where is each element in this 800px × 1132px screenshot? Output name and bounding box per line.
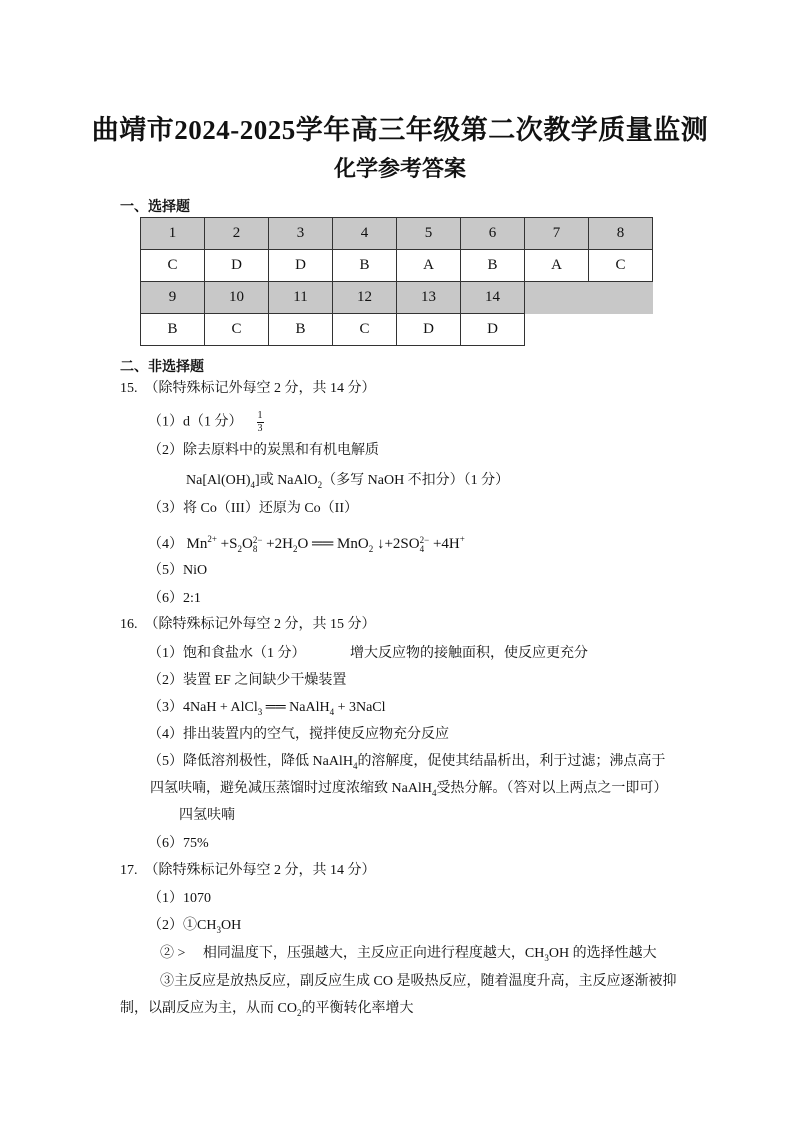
- fraction-numerator: 1: [257, 410, 263, 421]
- subscript: 4: [329, 706, 335, 717]
- answer-cell: C: [333, 314, 397, 346]
- q15-answer-1-text: （1）d（1 分）: [148, 414, 243, 430]
- question-number: 3: [269, 218, 333, 250]
- q16-answer-3: [148, 699, 386, 721]
- subscript: 2: [296, 1007, 302, 1018]
- subscript: 3: [216, 924, 221, 935]
- answer-label: （4）: [148, 537, 183, 552]
- empty-cell: [525, 282, 589, 314]
- text-segment: 的溶解度，促使其结晶析出，利于过滤；沸点高于: [357, 754, 666, 769]
- question-number: 13: [397, 282, 461, 314]
- q16-answer-4: （4）排出装置内的空气，搅拌使反应物充分反应: [148, 727, 449, 742]
- subscript: 3: [544, 952, 549, 963]
- answer-cell: D: [397, 314, 461, 346]
- text-segment: 四氢呋喃，避免减压蒸馏时过度浓缩致 NaAlH: [150, 781, 432, 796]
- q17-answer-2c: ③主反应是放热反应，副反应生成 CO 是吸热反应，随着温度升高，主反应逐渐被抑: [160, 974, 677, 989]
- subscript: 3: [257, 706, 263, 717]
- fraction: [257, 410, 264, 435]
- question-number: 8: [589, 218, 653, 250]
- answer-row-letters: [141, 314, 653, 346]
- question-number: 10: [205, 282, 269, 314]
- answer-cell: C: [205, 314, 269, 346]
- q17-answer-2: [148, 917, 241, 939]
- question-number: 9: [141, 282, 205, 314]
- page-title: 曲靖市2024-2025学年高三年级第二次教学质量监测: [91, 115, 709, 145]
- answer-cell: C: [141, 250, 205, 282]
- text-segment: ══ NaAlH: [262, 700, 330, 715]
- section-heading-nonchoice: 二、非选择题: [120, 360, 204, 375]
- text-segment: ]或 NaAlO: [255, 473, 318, 488]
- q16-answer-2: （2）装置 EF 之间缺少干燥装置: [148, 673, 347, 688]
- q15-answer-5: （5）NiO: [148, 563, 208, 578]
- text-segment: （3）4NaH + AlCl: [148, 700, 258, 715]
- subscript: 2: [317, 479, 323, 490]
- text-segment: （多写 NaOH 不扣分）（1 分）: [322, 473, 510, 488]
- answer-cell: A: [525, 250, 589, 282]
- question-number: 2: [205, 218, 269, 250]
- page-subtitle: 化学参考答案: [333, 156, 466, 181]
- q16-answer-1: （1）饱和食盐水（1 分）: [148, 646, 306, 661]
- q16-heading: 16. （除特殊标记外每空 2 分，共 15 分）: [120, 617, 376, 632]
- text-segment: （5）降低溶剂极性，降低 NaAlH: [148, 754, 353, 769]
- q15-answer-4: [148, 530, 465, 558]
- q16-answer-5-line-1: [148, 753, 665, 775]
- answer-cell: C: [589, 250, 653, 282]
- subscript: 4: [352, 760, 358, 771]
- text-segment: OH: [220, 918, 242, 933]
- answer-cell: D: [461, 314, 525, 346]
- q17-answer-1: （1）1070: [148, 891, 211, 906]
- answer-row-letters: [141, 250, 653, 282]
- q15-answer-3: （3）将 Co（III）还原为 Co（II）: [148, 501, 358, 516]
- q17-answer-2b: [160, 945, 657, 967]
- q16-answer-5-line-2: [150, 780, 667, 802]
- empty-cell: [589, 314, 653, 346]
- question-number: 7: [525, 218, 589, 250]
- subscript: 4: [431, 787, 437, 798]
- question-number: 6: [461, 218, 525, 250]
- q15-answer-6: （6）2:1: [148, 591, 201, 606]
- q17-answer-2d: [120, 1000, 413, 1022]
- text-segment: + 3NaCl: [334, 700, 386, 715]
- empty-cell: [525, 314, 589, 346]
- answer-cell: A: [397, 250, 461, 282]
- answer-cell: B: [461, 250, 525, 282]
- q15-answer-2b: [186, 472, 509, 494]
- text-segment: 制，以副反应为主，从而 CO: [120, 1001, 297, 1016]
- answer-table: [140, 217, 653, 346]
- answer-cell: D: [269, 250, 333, 282]
- fraction-denominator: 3: [257, 423, 263, 434]
- text-segment: 受热分解。（答对以上两点之一即可）: [436, 781, 668, 796]
- question-number: 5: [397, 218, 461, 250]
- text-segment: Na[Al(OH): [186, 473, 251, 488]
- question-number: 12: [333, 282, 397, 314]
- q15-answer-2: （2）除去原料中的炭黑和有机电解质: [148, 443, 379, 458]
- question-number: 14: [461, 282, 525, 314]
- text-segment: OH 的选择性越大: [548, 946, 657, 961]
- q16-answer-1b: 增大反应物的接触面积，使反应更充分: [350, 646, 588, 661]
- question-number: 11: [269, 282, 333, 314]
- question-number: 4: [333, 218, 397, 250]
- q16-answer-5-line-3: 四氢呋喃: [179, 808, 235, 823]
- question-number: 1: [141, 218, 205, 250]
- q16-answer-6: （6）75%: [148, 836, 209, 851]
- q15-answer-1: [148, 410, 264, 435]
- subscript: 4: [250, 479, 256, 490]
- answer-cell: B: [269, 314, 333, 346]
- answer-cell: B: [333, 250, 397, 282]
- empty-cell: [589, 282, 653, 314]
- text-segment: （2）①CH: [148, 918, 217, 933]
- answer-cell: B: [141, 314, 205, 346]
- answer-cell: D: [205, 250, 269, 282]
- section-heading-choice: 一、选择题: [120, 200, 190, 215]
- q17-heading: 17. （除特殊标记外每空 2 分，共 14 分）: [120, 863, 376, 878]
- answer-row-numbers: [141, 218, 653, 250]
- q15-heading: 15. （除特殊标记外每空 2 分，共 14 分）: [120, 381, 376, 396]
- ionic-equation: $Mn^{2+} +S_2O$ 2− 8 $+2H_2O$ ══ MnO$_2$ ↓+2SO 2− 4 +4H+: [186, 534, 465, 554]
- answer-row-numbers: [141, 282, 653, 314]
- text-segment: ② > 相同温度下，压强越大，主反应正向进行程度越大，CH: [160, 946, 545, 961]
- text-segment: 的平衡转化率增大: [301, 1001, 414, 1016]
